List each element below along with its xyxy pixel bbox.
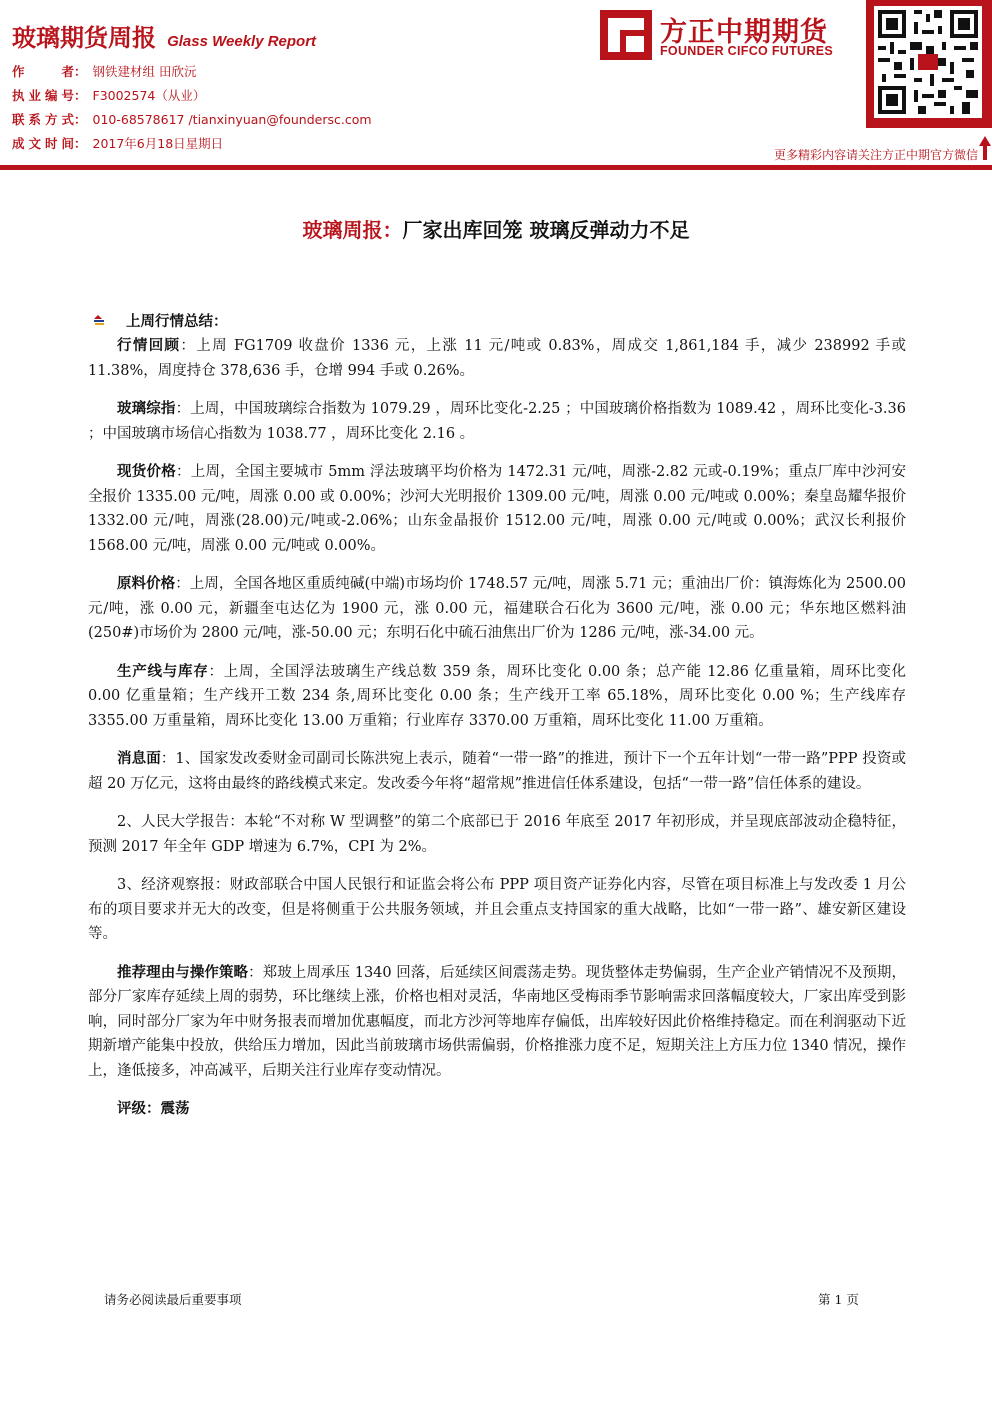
paragraph-raw-material bbox=[88, 572, 906, 646]
meta-label: 成文时间 bbox=[12, 136, 74, 151]
meta-value: 钢铁建材组 田欣沅 bbox=[92, 64, 197, 79]
paragraph-news-2 bbox=[88, 810, 906, 859]
section-heading bbox=[88, 310, 906, 334]
brand-title-cn: 玻璃期货周报 bbox=[12, 24, 156, 52]
meta-value: 010-68578617 /tianxinyuan@foundersc.com bbox=[92, 112, 372, 127]
logo-text-cn: 方正中期期货 bbox=[660, 17, 828, 48]
section-heading-text: 上周行情总结： bbox=[126, 314, 228, 330]
report-meta bbox=[12, 60, 372, 156]
paragraph-text: ：1、国家发改委财金司副司长陈洪宛上表示，随着“一带一路”的推进，预计下一个五年计划“一带一路”PPP 投资或超 20 万亿元，这将由最终的路线模式来定。发改委今年将“超常规”推进信任体系建设，包括“一带一路”信任体系的建设。 bbox=[88, 751, 906, 792]
meta-label: 联系方式 bbox=[12, 112, 74, 127]
paragraph-rating bbox=[88, 1097, 906, 1122]
page-footer bbox=[0, 1290, 992, 1320]
meta-contact: 联系方式： 010-68578617 /tianxinyuan@foundersc.com bbox=[12, 108, 372, 132]
paragraph-text: ：郑玻上周承压 1340 回落，后延续区间震荡走势。现货整体走势偏弱，生产企业产销情况不及预期，部分厂家库存延续上周的弱势，环比继续上涨，价格也相对灵活，华南地区受梅雨季节影响需求回落幅度较大，厂家出库受到影响，同时部分厂家为年中财务报表而增加优惠幅度，而北方沙河等地库存偏低，出库较好因此价格维持稳定。而在利润驱动下近期新增产能集中投放，供给压力增加，因此当前玻璃市场供需偏弱，价格推涨力度不足，短期关注上方压力位 1340 情况，操作上，逢低接多，冲高减平，后期关注行业库存变动情况。 bbox=[88, 964, 907, 1079]
arrow-up-icon bbox=[978, 134, 992, 162]
meta-label: 执业编号 bbox=[12, 88, 74, 103]
paragraph-text: ：上周，中国玻璃综合指数为 1079.29 ，周环比变化-2.25 ；中国玻璃价格指数为 1089.42 ，周环比变化-3.36 ；中国玻璃市场信心指数为 1038.77 ，周环比变化 2.16 。 bbox=[88, 401, 906, 442]
paragraph-text: ：上周，全国各地区重质纯碱(中端)市场均价 1748.57 元/吨，周涨 5.71 元；重油出厂价：镇海炼化为 2500.00 元/吨，涨 0.00 元，新疆奎屯达亿为 1900 元，涨 0.00 元，福建联合石化为 3600 元/吨，涨 0.00 元；华东地区燃料油(250#)市场价为 2800 元/吨，涨-50.00 元；东明石化中硫石油焦出厂价为 1286 元/吨，涨-34.00 元。 bbox=[88, 576, 906, 641]
logo-text-en: FOUNDER CIFCO FUTURES bbox=[660, 44, 833, 58]
paragraph-label: 原料价格 bbox=[117, 576, 176, 592]
paragraph-text: ：上周，全国主要城市 5mm 浮法玻璃平均价格为 1472.31 元/吨，周涨-2.82 元或-0.19%；重点厂库中沙河安全报价 1335.00 元/吨，周涨 0.00 或 0.00%；沙河大光明报价 1309.00 元/吨，周涨 0.00 元/吨或 0.00%；秦皇岛耀华报价 1332.00 元/吨，周涨(28.00)元/吨或-2.06%；山东金晶报价 1512.00 元/吨，周涨 0.00 元/吨或 0.00%；武汉长利报价 1568.00 元/吨，周涨 0.00 元/吨或 0.00%。 bbox=[88, 464, 907, 554]
paragraph-text: 2、人民大学报告：本轮“不对称 W 型调整”的第二个底部已于 2016 年底至 2017 年初形成，并呈现底部波动企稳特征，预测 2017 年全年 GDP 增速为 6.7%，CPI 为 2%。 bbox=[88, 814, 906, 855]
follow-wechat-text: 更多精彩内容请关注方正中期官方微信 bbox=[773, 148, 978, 162]
paragraph-text: ：上周 FG1709 收盘价 1336 元，上涨 11 元/吨或 0.83%，周成交 1,861,184 手，减少 238992 手或 11.38%，周度持仓 378,636 手，仓增 994 手或 0.26%。 bbox=[88, 338, 906, 379]
meta-date: 成文时间： 2017年6月18日星期日 bbox=[12, 132, 372, 156]
meta-label: 作者 bbox=[12, 64, 74, 79]
brand-title-en: Glass Weekly Report bbox=[167, 33, 317, 50]
paragraph-news-3 bbox=[88, 873, 906, 947]
meta-author: 作者： 钢铁建材组 田欣沅 bbox=[12, 60, 372, 84]
paragraph-label: 推荐理由与操作策略 bbox=[117, 964, 249, 981]
paragraph-text: ：上周，全国浮法玻璃生产线总数 359 条，周环比变化 0.00 条；总产能 12.86 亿重量箱，周环比变化 0.00 亿重量箱；生产线开工数 234 条,周环比变化 0.00 条；生产线开工率 65.18%，周环比变化 0.00 %；生产线库存 3355.00 万重量箱，周环比变化 13.00 万重箱；行业库存 3370.00 万重箱，周环比变化 11.00 万重箱。 bbox=[88, 663, 906, 729]
company-logo bbox=[600, 8, 860, 64]
paragraph-market-review bbox=[88, 334, 906, 383]
section-bullet-icon bbox=[92, 314, 106, 328]
paragraph-spot-price bbox=[88, 460, 906, 558]
paragraph-label: 玻璃综指 bbox=[117, 401, 176, 417]
report-title bbox=[0, 214, 992, 243]
page-number: 第 1 页 bbox=[818, 1292, 859, 1307]
founder-logo-icon bbox=[600, 10, 652, 60]
paragraph-label: 现货价格 bbox=[117, 464, 176, 480]
paragraph-label: 生产线与库存 bbox=[117, 663, 209, 680]
footer-disclaimer: 请务必阅读最后重要事项 bbox=[104, 1292, 242, 1307]
report-title-main: 厂家出库回笼 玻璃反弹动力不足 bbox=[402, 218, 690, 242]
rating-value: ：震荡 bbox=[146, 1101, 190, 1117]
meta-license: 执业编号： F3002574（从业） bbox=[12, 84, 372, 108]
meta-value: 2017年6月18日星期日 bbox=[92, 136, 224, 151]
header-divider bbox=[0, 165, 992, 170]
paragraph-label: 评级 bbox=[117, 1101, 146, 1117]
report-title-lead: 玻璃周报： bbox=[302, 218, 403, 242]
paragraph-label: 消息面 bbox=[117, 751, 161, 767]
report-body bbox=[88, 310, 906, 1136]
qr-code-icon bbox=[874, 6, 982, 118]
paragraph-news bbox=[88, 747, 906, 796]
paragraph-production-inventory bbox=[88, 660, 906, 734]
qr-code-panel bbox=[866, 0, 992, 128]
paragraph-text: 3、经济观察报：财政部联合中国人民银行和证监会将公布 PPP 项目资产证券化内容，尽管在项目标准上与发改委 1 月公布的项目要求并无大的改变，但是将侧重于公共服务领域，并且会重点支持国家的重大战略，比如“一带一路”、雄安新区建设等。 bbox=[88, 877, 906, 942]
report-header bbox=[0, 0, 992, 170]
meta-value: F3002574（从业） bbox=[92, 88, 206, 103]
report-brand bbox=[12, 18, 316, 53]
paragraph-strategy bbox=[88, 961, 906, 1084]
paragraph-glass-index bbox=[88, 397, 906, 446]
paragraph-label: 行情回顾 bbox=[117, 338, 181, 354]
